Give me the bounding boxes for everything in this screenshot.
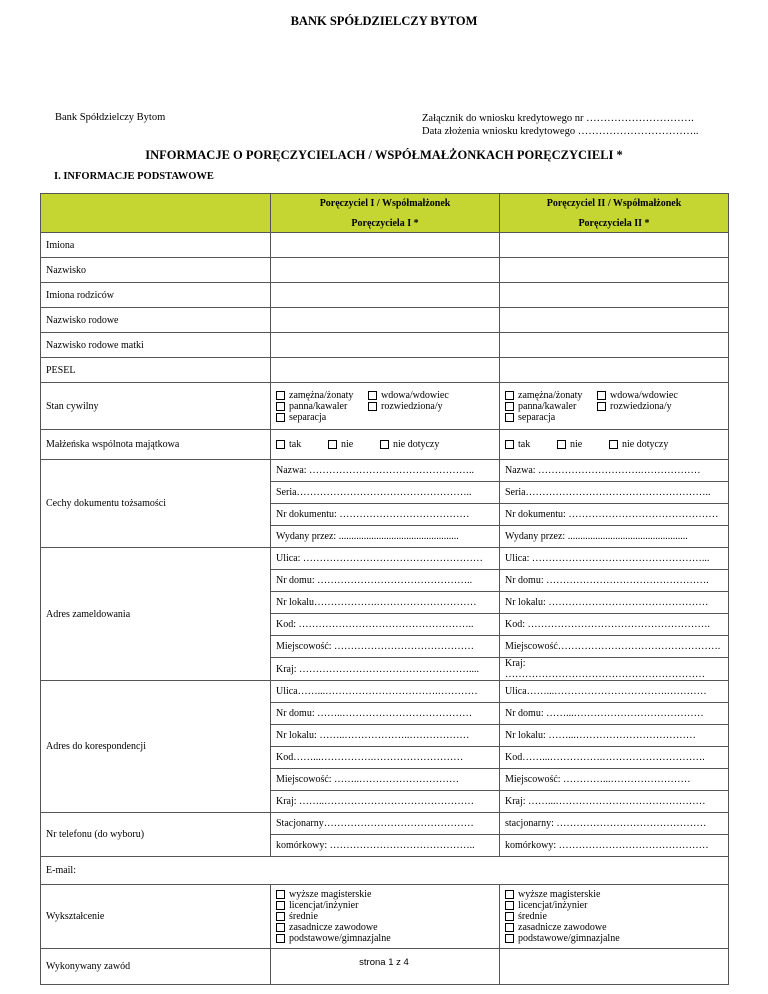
checkbox-yes-1[interactable] xyxy=(276,440,285,449)
label-imiona-rodzicow: Imiona rodziców xyxy=(41,283,271,308)
checkbox-separation-1[interactable] xyxy=(276,413,285,422)
label-nazwisko-rodowe: Nazwisko rodowe xyxy=(41,308,271,333)
application-meta xyxy=(422,112,698,138)
checkbox-podstawowe-2[interactable] xyxy=(505,934,514,943)
zameldowanie-miejscowosc-1[interactable]: Miejscowość: …………………………………… xyxy=(271,636,500,658)
option-zawodowe-label: zasadnicze zawodowe xyxy=(518,922,607,933)
checkbox-widow-2[interactable] xyxy=(597,391,606,400)
option-na-label: nie dotyczy xyxy=(622,439,669,450)
input-nazwisko-rodowe-1[interactable] xyxy=(271,308,500,333)
input-nazwisko-2[interactable] xyxy=(500,258,729,283)
dokument-nr-2[interactable]: Nr dokumentu: ……………………………………… xyxy=(500,504,729,526)
checkbox-divorced-1[interactable] xyxy=(368,402,377,411)
option-zawodowe-label: zasadnicze zawodowe xyxy=(289,922,378,933)
row-email xyxy=(41,857,729,885)
checkbox-yes-2[interactable] xyxy=(505,440,514,449)
option-master-label: wyższe magisterskie xyxy=(518,889,601,900)
input-imiona-rodzicow-1[interactable] xyxy=(271,283,500,308)
option-podstawowe-label: podstawowe/gimnazjalne xyxy=(289,933,391,944)
option-srednie-label: średnie xyxy=(518,911,547,922)
option-separation-label: separacja xyxy=(518,411,556,423)
option-single-label: panna/kawaler xyxy=(518,400,577,412)
option-no-label: nie xyxy=(341,439,354,450)
option-divorced-label: rozwiedziona/y xyxy=(381,400,443,412)
zameldowanie-nr-lokalu-2[interactable]: Nr lokalu: ………………………………………… xyxy=(500,592,729,614)
checkbox-srednie-2[interactable] xyxy=(505,912,514,921)
label-email[interactable]: E-mail: xyxy=(41,857,729,885)
stan-cywilny-options-2 xyxy=(500,383,729,430)
dokument-seria-2[interactable]: Seria……………………………………………….. xyxy=(500,482,729,504)
wspolnota-options-2 xyxy=(500,430,729,460)
row-stan-cywilny xyxy=(41,383,729,430)
checkbox-divorced-2[interactable] xyxy=(597,402,606,411)
option-yes-label: tak xyxy=(518,439,531,450)
column-guarantor-2 xyxy=(500,194,729,233)
option-podstawowe-label: podstawowe/gimnazjalne xyxy=(518,933,620,944)
label-telefon: Nr telefonu (do wyboru) xyxy=(41,813,271,857)
zameldowanie-nr-domu-1[interactable]: Nr domu: ……………………………………….. xyxy=(271,570,500,592)
bank-name: Bank Spółdzielczy Bytom xyxy=(55,112,166,123)
dokument-seria-1[interactable]: Seria…………………………………………….. xyxy=(271,482,500,504)
row-dokument-nazwa xyxy=(41,460,729,482)
checkbox-no-1[interactable] xyxy=(328,440,337,449)
zameldowanie-miejscowosc-2[interactable]: Miejscowość…………………………………………. xyxy=(500,636,729,658)
zameldowanie-nr-domu-2[interactable]: Nr domu: …………………………………………. xyxy=(500,570,729,592)
option-single-label: panna/kawaler xyxy=(289,400,348,412)
zameldowanie-kraj-1[interactable]: Kraj: …………………………………………….... xyxy=(271,658,500,681)
option-na-label: nie dotyczy xyxy=(393,439,440,450)
label-wyksztalcenie: Wykształcenie xyxy=(41,885,271,949)
row-imiona-rodzicow xyxy=(41,283,729,308)
application-date: Data złożenia wniosku kredytowego …………………………….. xyxy=(422,126,699,137)
korespondencja-kod-1[interactable]: Kod……...…………….……………………… xyxy=(271,747,500,769)
input-pesel-1[interactable] xyxy=(271,358,500,383)
input-imiona-rodzicow-2[interactable] xyxy=(500,283,729,308)
telefon-stacjonarny-1[interactable]: Stacjonarny……………………………………… xyxy=(271,813,500,835)
label-dokument: Cechy dokumentu tożsamości xyxy=(41,460,271,548)
checkbox-single-1[interactable] xyxy=(276,402,285,411)
checkbox-na-1[interactable] xyxy=(380,440,389,449)
checkbox-master-2[interactable] xyxy=(505,890,514,899)
korespondencja-nr-domu-1[interactable]: Nr domu: ……..………………………………… xyxy=(271,703,500,725)
option-divorced-label: rozwiedziona/y xyxy=(610,400,672,412)
input-nazwisko-rodowe-matki-2[interactable] xyxy=(500,333,729,358)
input-nazwisko-rodowe-matki-1[interactable] xyxy=(271,333,500,358)
row-nazwisko xyxy=(41,258,729,283)
label-zawod: Wykonywany zawód xyxy=(41,949,271,985)
option-widow-label: wdowa/wdowiec xyxy=(610,389,678,401)
input-nazwisko-rodowe-2[interactable] xyxy=(500,308,729,333)
wspolnota-options-1 xyxy=(271,430,500,460)
telefon-stacjonarny-2[interactable]: stacjonarny: ……………………………………… xyxy=(500,813,729,835)
dokument-wydany-2[interactable]: Wydany przez: ................................................ xyxy=(500,526,729,548)
option-married-label: zamężna/żonaty xyxy=(518,389,583,401)
korespondencja-kraj-2[interactable]: Kraj: ……...……………………………………… xyxy=(500,791,729,813)
row-zameldowanie-ulica xyxy=(41,548,729,570)
wyksztalcenie-options-2 xyxy=(500,885,729,949)
column-guarantor-1 xyxy=(271,194,500,233)
checkbox-master-1[interactable] xyxy=(276,890,285,899)
checkbox-zawodowe-2[interactable] xyxy=(505,923,514,932)
row-wspolnota xyxy=(41,430,729,460)
checkbox-licencjat-1[interactable] xyxy=(276,901,285,910)
label-adres-zameldowania: Adres zameldowania xyxy=(41,548,271,681)
row-imiona xyxy=(41,233,729,258)
row-nazwisko-rodowe-matki xyxy=(41,333,729,358)
checkbox-srednie-1[interactable] xyxy=(276,912,285,921)
dokument-nr-1[interactable]: Nr dokumentu: ………………………………… xyxy=(271,504,500,526)
zameldowanie-kraj-2[interactable]: Kraj: …………………………………………………… xyxy=(500,658,729,681)
korespondencja-ulica-2[interactable]: Ulica……...…………………………….………… xyxy=(500,681,729,703)
checkbox-separation-2[interactable] xyxy=(505,413,514,422)
header-empty-cell xyxy=(41,194,271,233)
row-pesel xyxy=(41,358,729,383)
option-widow-label: wdowa/wdowiec xyxy=(381,389,449,401)
table-header-row xyxy=(41,194,729,233)
label-wspolnota: Małżeńska wspólnota majątkowa xyxy=(41,430,271,460)
row-telefon-stacjonarny xyxy=(41,813,729,835)
checkbox-no-2[interactable] xyxy=(557,440,566,449)
zameldowanie-ulica-2[interactable]: Ulica: ……………………………………………... xyxy=(500,548,729,570)
korespondencja-ulica-1[interactable]: Ulica……...…………………………….………… xyxy=(271,681,500,703)
input-pesel-2[interactable] xyxy=(500,358,729,383)
option-master-label: wyższe magisterskie xyxy=(289,889,372,900)
korespondencja-nr-domu-2[interactable]: Nr domu: ……...………………………………… xyxy=(500,703,729,725)
dokument-nazwa-1[interactable]: Nazwa: ………………………………………….. xyxy=(271,460,500,482)
input-nazwisko-1[interactable] xyxy=(271,258,500,283)
column-guarantor-1-title: Poręczyciel I / Współmałżonek xyxy=(319,197,451,209)
option-yes-label: tak xyxy=(289,439,302,450)
dokument-wydany-1[interactable]: Wydany przez: ................................................ xyxy=(271,526,500,548)
label-nazwisko: Nazwisko xyxy=(41,258,271,283)
checkbox-widow-1[interactable] xyxy=(368,391,377,400)
checkbox-licencjat-2[interactable] xyxy=(505,901,514,910)
label-pesel: PESEL xyxy=(41,358,271,383)
option-srednie-label: średnie xyxy=(289,911,318,922)
option-licencjat-label: licencjat/inżynier xyxy=(289,900,359,911)
telefon-komorkowy-2[interactable]: komórkowy: ……………………………………… xyxy=(500,835,729,857)
korespondencja-kraj-1[interactable]: Kraj: ……..……………………………………… xyxy=(271,791,500,813)
checkbox-podstawowe-1[interactable] xyxy=(276,934,285,943)
dokument-nazwa-2[interactable]: Nazwa: ………………………….……………… xyxy=(500,460,729,482)
row-wyksztalcenie xyxy=(41,885,729,949)
column-guarantor-2-title: Poręczyciel II / Współmałżonek xyxy=(546,197,682,209)
section-heading: I. INFORMACJE PODSTAWOWE xyxy=(54,171,214,182)
label-adres-korespondencji: Adres do korespondencji xyxy=(41,681,271,813)
zameldowanie-kod-2[interactable]: Kod: ………………………………………………. xyxy=(500,614,729,636)
attachment-number: Załącznik do wniosku kredytowego nr …………………………. xyxy=(422,113,694,124)
label-stan-cywilny: Stan cywilny xyxy=(41,383,271,430)
zameldowanie-kod-1[interactable]: Kod: …………………………………………….. xyxy=(271,614,500,636)
telefon-komorkowy-1[interactable]: komórkowy: …………………………………….. xyxy=(271,835,500,857)
korespondencja-miejscowosc-2[interactable]: Miejscowość: …………...…………………… xyxy=(500,769,729,791)
document-title: INFORMACJE O PORĘCZYCIELACH / WSPÓŁMAŁŻONKACH PORĘCZYCIELI * xyxy=(145,148,623,162)
page-number: strona 1 z 4 xyxy=(359,957,409,968)
checkbox-married-2[interactable] xyxy=(505,391,514,400)
label-nazwisko-rodowe-matki: Nazwisko rodowe matki xyxy=(41,333,271,358)
label-imiona: Imiona xyxy=(41,233,271,258)
zameldowanie-nr-lokalu-1[interactable]: Nr lokalu……………….………………………… xyxy=(271,592,500,614)
wyksztalcenie-options-1 xyxy=(271,885,500,949)
zameldowanie-ulica-1[interactable]: Ulica: ……………………………………………… xyxy=(271,548,500,570)
korespondencja-kod-2[interactable]: Kod……...…………….…………………………. xyxy=(500,747,729,769)
korespondencja-nr-lokalu-1[interactable]: Nr lokalu: ……..………………..……………… xyxy=(271,725,500,747)
stan-cywilny-options-1 xyxy=(271,383,500,430)
option-no-label: nie xyxy=(570,439,583,450)
checkbox-married-1[interactable] xyxy=(276,391,285,400)
input-imiona-1[interactable] xyxy=(271,233,500,258)
checkbox-zawodowe-1[interactable] xyxy=(276,923,285,932)
checkbox-single-2[interactable] xyxy=(505,402,514,411)
column-guarantor-1-subtitle: Poręczyciela I * xyxy=(351,217,419,229)
row-nazwisko-rodowe xyxy=(41,308,729,333)
input-imiona-2[interactable] xyxy=(500,233,729,258)
option-separation-label: separacja xyxy=(289,411,327,423)
column-guarantor-2-subtitle: Poręczyciela II * xyxy=(578,217,650,229)
option-licencjat-label: licencjat/inżynier xyxy=(518,900,588,911)
guarantor-info-table xyxy=(40,193,729,985)
korespondencja-nr-lokalu-2[interactable]: Nr lokalu: ……...……………………………… xyxy=(500,725,729,747)
korespondencja-miejscowosc-1[interactable]: Miejscowość: ……..………………………… xyxy=(271,769,500,791)
option-married-label: zamężna/żonaty xyxy=(289,389,354,401)
checkbox-na-2[interactable] xyxy=(609,440,618,449)
row-korespondencja-ulica xyxy=(41,681,729,703)
bank-header-title: BANK SPÓŁDZIELCZY BYTOM xyxy=(290,14,478,28)
